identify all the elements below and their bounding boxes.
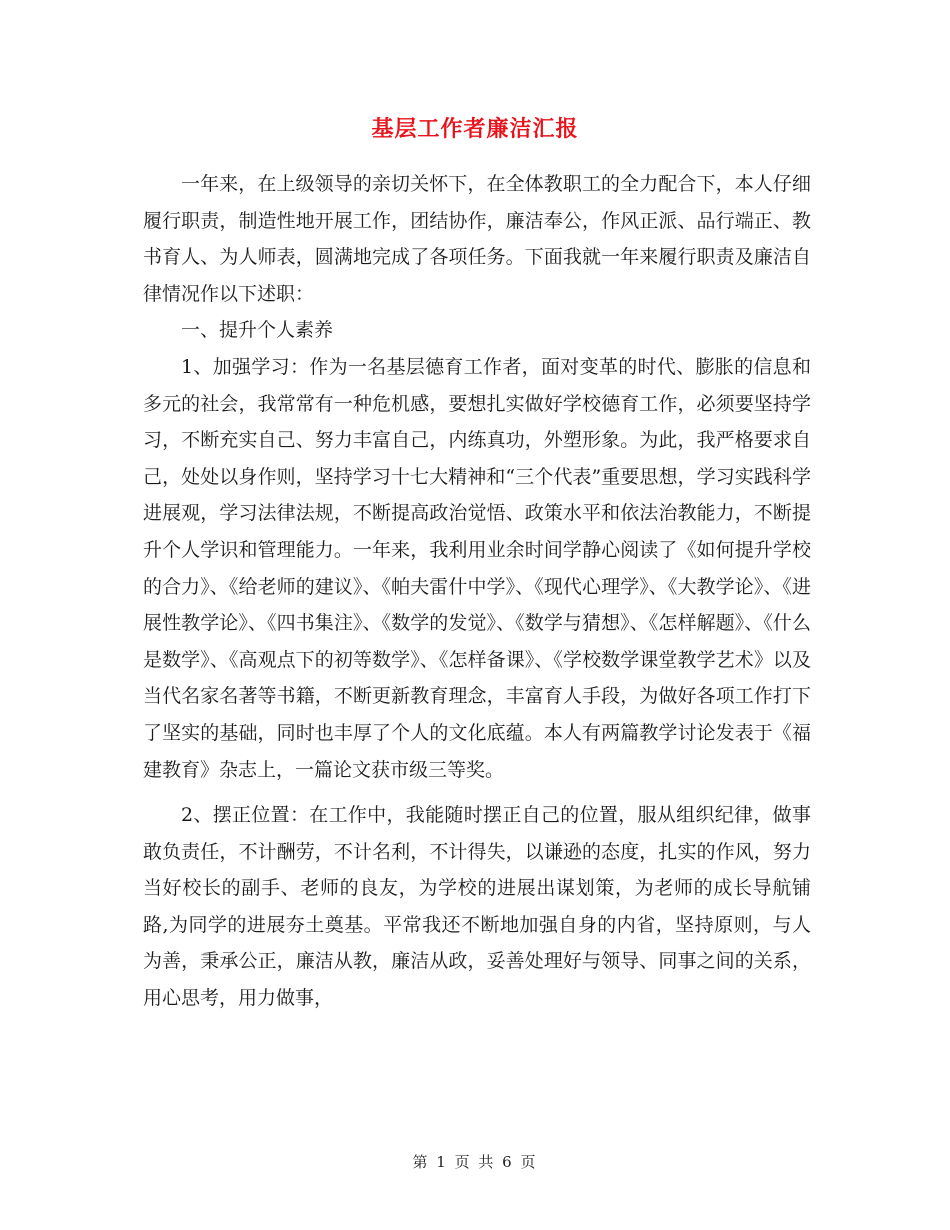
paragraph-intro: 一年来，在上级领导的亲切关怀下，在全体教职工的全力配合下，本人仔细履行职责，制造性地开展工作，团结协作，廉洁奉公，作风正派、品行端正、教书育人、为人师表，圆满地完成了各项任务。下面我就一年来履行职责及廉洁自律情况作以下述职： [143, 173, 811, 305]
document-title: 基层工作者廉洁汇报 [371, 116, 579, 142]
document-body [143, 166, 811, 1017]
page-footer: 第 1 页 共 6 页 [412, 1153, 538, 1171]
paragraph-position: 2、摆正位置：在工作中，我能随时摆正自己的位置，服从组织纪律，做事敢负责任，不计酬劳，不计名利，不计得失，以谦逊的态度，扎实的作风，努力当好校长的副手、老师的良友，为学校的进展出谋划策，为老师的成长导航铺路,为同学的进展夯土奠基。平常我还不断地加强自身的内省，坚持原则，与人为善，秉承公正，廉洁从教，廉洁从政，妥善处理好与领导、同事之间的关系，用心思考，用力做事， [143, 804, 811, 1010]
paragraph-study: 1、加强学习：作为一名基层德育工作者，面对变革的时代、膨胀的信息和多元的社会，我常常有一种危机感，要想扎实做好学校德育工作，必须要坚持学习，不断充实自己、努力丰富自己，内练真功，外塑形象。为此，我严格要求自己，处处以身作则，坚持学习十七大精神和“三个代表”重要思想，学习实践科学进展观，学习法律法规，不断提高政治觉悟、政策水平和依法治教能力，不断提升个人学识和管理能力。一年来，我利用业余时间学静心阅读了《如何提升学校的合力》、《给老师的建议》、《帕夫雷什中学》、《现代心理学》、《大教学论》、《进展性教学论》、《四书集注》、《数学的发觉》、《数学与猜想》、《怎样解题》、《什么是数学》、《高观点下的初等数学》、《怎样备课》、《学校数学课堂教学艺术》以及当代名家名著等书籍，不断更新教育理念，丰富育人手段，为做好各项工作打下了坚实的基础，同时也丰厚了个人的文化底蕴。本人有两篇教学讨论发表于《福建教育》杂志上，一篇论文获市级三等奖。 [143, 355, 811, 781]
section-heading: 一、提升个人素养 [181, 319, 334, 342]
